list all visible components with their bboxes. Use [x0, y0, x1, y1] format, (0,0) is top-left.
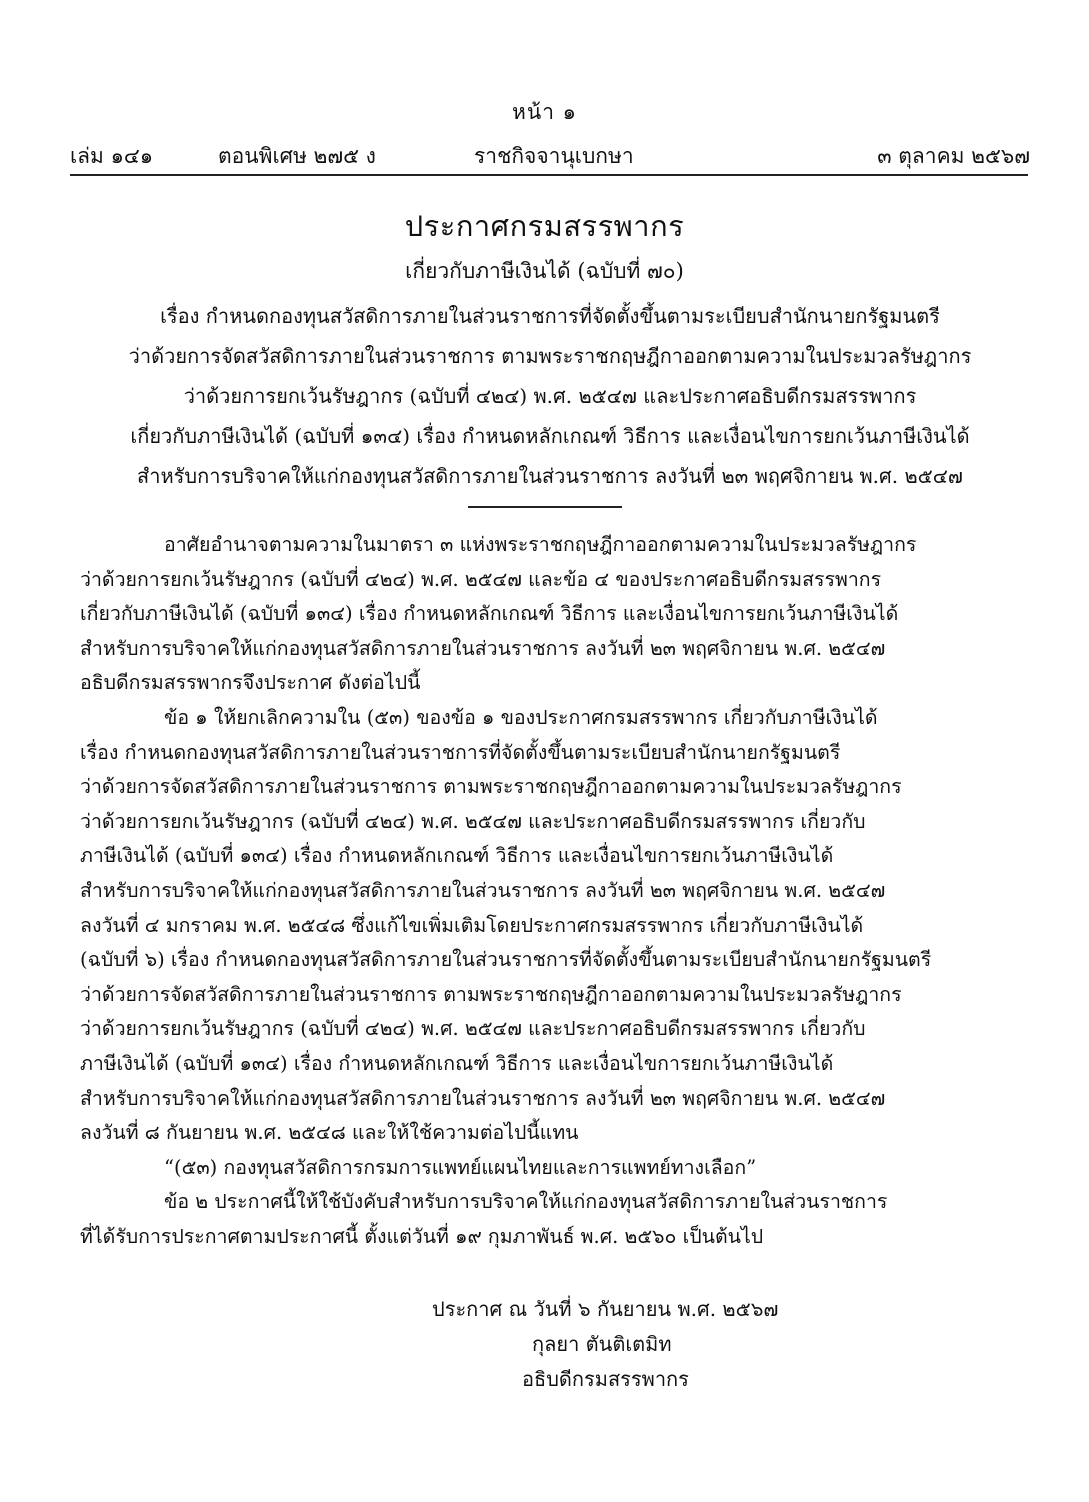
announcement-title: ประกาศกรมสรรพากร — [404, 209, 685, 243]
body-line: ภาษีเงินได้ (ฉบับที่ ๑๓๔) เรื่อง กำหนดหลักเกณฑ์ วิธีการ และเงื่อนไขการยกเว้นภาษีเงินได้ — [80, 844, 834, 868]
body-line: เรื่อง กำหนดกองทุนสวัสดิการภายในส่วนราชการที่จัดตั้งขึ้นตามระเบียบสำนักนายกรัฐมนตรี — [80, 740, 841, 764]
signatory-name: กุลยา ตันติเตมิท — [532, 1332, 672, 1356]
body-line: อธิบดีกรมสรรพากรจึงประกาศ ดังต่อไปนี้ — [80, 671, 421, 695]
announcement-subtitle: เกี่ยวกับภาษีเงินได้ (ฉบับที่ ๗๐) — [405, 259, 684, 283]
signatory-position: อธิบดีกรมสรรพากร — [522, 1367, 689, 1391]
subject-line: เรื่อง กำหนดกองทุนสวัสดิการภายในส่วนราชการที่จัดตั้งขึ้นตามระเบียบสำนักนายกรัฐมนตรี — [160, 304, 940, 328]
body-line: ลงวันที่ ๔ มกราคม พ.ศ. ๒๕๔๘ ซึ่งแก้ไขเพิ่มเติมโดยประกาศกรมสรรพากร เกี่ยวกับภาษีเงินได้ — [80, 913, 864, 937]
issue-label: ตอนพิเศษ ๒๗๕ ง — [218, 144, 376, 168]
body-line: (ฉบับที่ ๖) เรื่อง กำหนดกองทุนสวัสดิการภายในส่วนราชการที่จัดตั้งขึ้นตามระเบียบสำนักนายกรัฐมนตรี — [80, 948, 932, 972]
body-line: อาศัยอำนาจตามความในมาตรา ๓ แห่งพระราชกฤษฎีกาออกตามความในประมวลรัษฎากร — [164, 533, 917, 556]
subject-block — [70, 296, 1030, 496]
body-line: สำหรับการบริจาคให้แก่กองทุนสวัสดิการภายในส่วนราชการ ลงวันที่ ๒๓ พฤศจิกายน พ.ศ. ๒๕๔๗ — [80, 636, 886, 660]
body-line: ว่าด้วยการจัดสวัสดิการภายในส่วนราชการ ตามพระราชกฤษฎีกาออกตามความในประมวลรัษฎากร — [80, 775, 902, 799]
body-line: ว่าด้วยการยกเว้นรัษฎากร (ฉบับที่ ๔๒๔) พ.ศ. ๒๕๔๗ และข้อ ๔ ของประกาศอธิบดีกรมสรรพากร — [80, 567, 882, 591]
body-line: เกี่ยวกับภาษีเงินได้ (ฉบับที่ ๑๓๔) เรื่อง กำหนดหลักเกณฑ์ วิธีการ และเงื่อนไขการยกเว้นภาษีเงินได้ — [80, 602, 899, 626]
gazette-date: ๓ ตุลาคม ๒๕๖๗ — [877, 144, 1030, 168]
page-number: หน้า ๑ — [512, 100, 577, 124]
volume-label: เล่ม ๑๔๑ — [70, 144, 154, 168]
subject-line: เกี่ยวกับภาษีเงินได้ (ฉบับที่ ๑๓๔) เรื่อง กำหนดหลักเกณฑ์ วิธีการ และเงื่อนไขการยกเว้นภาษีเงินได้ — [130, 424, 970, 448]
body-line: สำหรับการบริจาคให้แก่กองทุนสวัสดิการภายในส่วนราชการ ลงวันที่ ๒๓ พฤศจิกายน พ.ศ. ๒๕๔๗ — [80, 878, 886, 902]
header-divider — [70, 174, 1028, 176]
section-divider — [468, 506, 622, 508]
signature-block — [432, 1292, 992, 1397]
clause-1-line: ข้อ ๑ ให้ยกเลิกความใน (๕๓) ของข้อ ๑ ของประกาศกรมสรรพากร เกี่ยวกับภาษีเงินได้ — [164, 705, 878, 729]
body-line: ว่าด้วยการจัดสวัสดิการภายในส่วนราชการ ตามพระราชกฤษฎีกาออกตามความในประมวลรัษฎากร — [80, 982, 902, 1006]
announcement-date: ประกาศ ณ วันที่ ๖ กันยายน พ.ศ. ๒๕๖๗ — [432, 1297, 779, 1321]
body-line: ภาษีเงินได้ (ฉบับที่ ๑๓๔) เรื่อง กำหนดหลักเกณฑ์ วิธีการ และเงื่อนไขการยกเว้นภาษีเงินได้ — [80, 1051, 834, 1075]
gazette-header — [70, 140, 1030, 170]
clause-2-line: ข้อ ๒ ประกาศนี้ให้ใช้บังคับสำหรับการบริจาคให้แก่กองทุนสวัสดิการภายในส่วนราชการ — [164, 1190, 888, 1214]
body-line: ว่าด้วยการยกเว้นรัษฎากร (ฉบับที่ ๔๒๔) พ.ศ. ๒๕๔๗ และประกาศอธิบดีกรมสรรพากร เกี่ยวกับ — [80, 1017, 866, 1041]
amended-text-line: “(๕๓) กองทุนสวัสดิการกรมการแพทย์แผนไทยและการแพทย์ทางเลือก” — [164, 1155, 757, 1179]
body-line: สำหรับการบริจาคให้แก่กองทุนสวัสดิการภายในส่วนราชการ ลงวันที่ ๒๓ พฤศจิกายน พ.ศ. ๒๕๔๗ — [80, 1086, 886, 1110]
subject-line: ว่าด้วยการยกเว้นรัษฎากร (ฉบับที่ ๔๒๔) พ.ศ. ๒๕๔๗ และประกาศอธิบดีกรมสรรพากร — [183, 384, 917, 408]
body-line: ที่ได้รับการประกาศตามประกาศนี้ ตั้งแต่วันที่ ๑๙ กุมภาพันธ์ พ.ศ. ๒๕๖๐ เป็นต้นไป — [80, 1224, 764, 1248]
body-line: ว่าด้วยการยกเว้นรัษฎากร (ฉบับที่ ๔๒๔) พ.ศ. ๒๕๔๗ และประกาศอธิบดีกรมสรรพากร เกี่ยวกับ — [80, 809, 866, 833]
subject-line: สำหรับการบริจาคให้แก่กองทุนสวัสดิการภายในส่วนราชการ ลงวันที่ ๒๓ พฤศจิกายน พ.ศ. ๒๕๔๗ — [137, 464, 963, 488]
gazette-name: ราชกิจจานุเบกษา — [474, 144, 634, 168]
body-line: ลงวันที่ ๘ กันยายน พ.ศ. ๒๕๔๘ และให้ใช้ความต่อไปนี้แทน — [80, 1121, 579, 1145]
subject-line: ว่าด้วยการจัดสวัสดิการภายในส่วนราชการ ตามพระราชกฤษฎีกาออกตามความในประมวลรัษฎากร — [128, 344, 972, 368]
announcement-body — [80, 528, 1020, 1254]
